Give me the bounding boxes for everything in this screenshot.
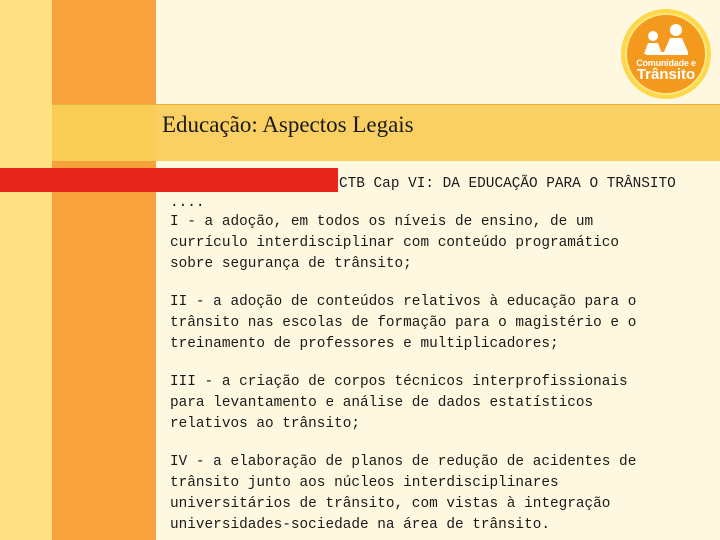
- logo-text-bottom: Trânsito: [636, 66, 696, 83]
- list-item-1: I - a adoção, em todos os níveis de ensino, de um currículo interdisciplinar com conteúdo programático sobre segurança de trânsito;: [170, 214, 620, 272]
- left-orange-stripe: [52, 0, 156, 540]
- red-accent-bar: [0, 168, 338, 192]
- list-item-4: IV - a elaboração de planos de redução de acidentes de trânsito junto aos núcleos interdisciplinares universitários de trânsito, com vistas à integração universidades-sociedade na área de trânsito.: [170, 454, 637, 533]
- list-item-3: III - a criação de corpos técnicos interprofissionais para levantamento e análise de dados estatísticos relativos ao trânsito;: [170, 374, 628, 432]
- left-yellow-band: [0, 0, 52, 540]
- people-figures-icon: [620, 8, 712, 100]
- slide-title: Educação: Aspectos Legais: [162, 112, 414, 137]
- logo-text-top: Comunidade e: [636, 58, 696, 68]
- list-item-2: II - a adoção de conteúdos relativos à educação para o trânsito nas escolas de formação para o magistério e o treinamento de professores e multiplicadores;: [170, 294, 637, 352]
- section-heading: CTB Cap VI: DA EDUCAÇÃO PARA O TRÂNSITO: [339, 176, 676, 192]
- ellipsis-text: ....: [170, 195, 205, 211]
- comunidade-transito-logo: [620, 8, 712, 100]
